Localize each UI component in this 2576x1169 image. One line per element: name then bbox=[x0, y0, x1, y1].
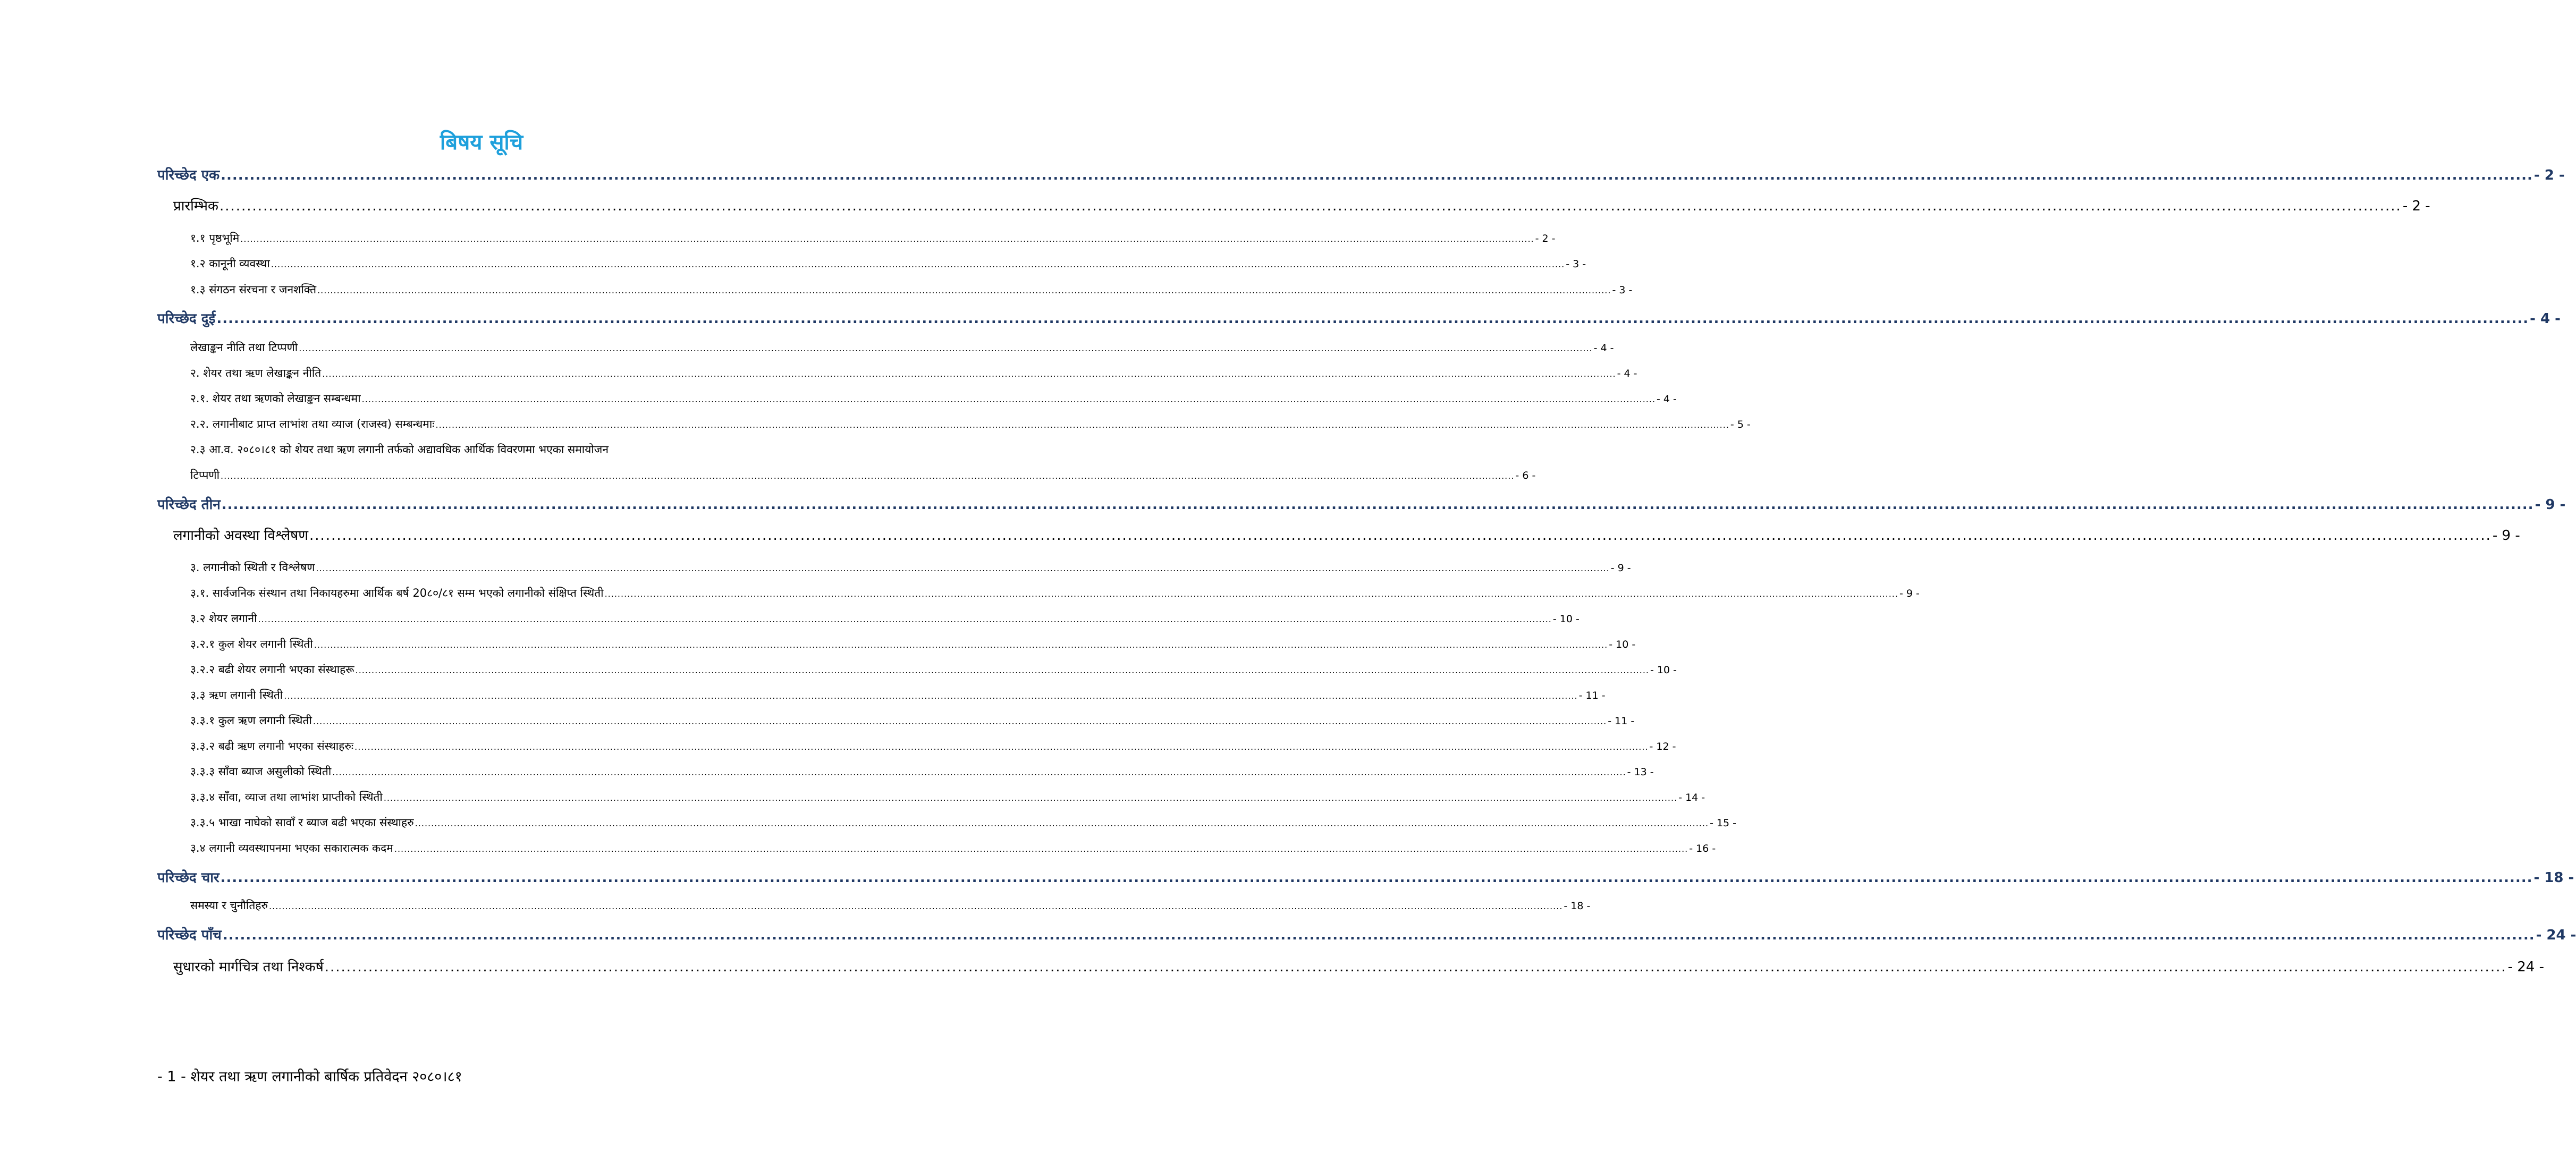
toc-entry[interactable] bbox=[190, 560, 1631, 575]
dot-leader: ................................................................................................................................................................................................................................................................................................................................................................................................................ bbox=[604, 589, 1898, 599]
dot-leader: ................................................................................................................................................................................................................................................................................................................................................................................................................ bbox=[284, 691, 1578, 701]
toc-entry[interactable] bbox=[190, 611, 1580, 626]
toc-entry-label: २. शेयर तथा ऋण लेखाङ्कन नीति bbox=[190, 367, 322, 379]
toc-entry-label: ३.२.२ बढी शेयर लगानी भएका संस्थाहरू bbox=[190, 663, 354, 676]
toc-entry-label: लेखाङ्कन नीति तथा टिप्पणी bbox=[190, 341, 298, 354]
dot-leader: ................................................................................................................................................................................................................................................................................................................................................................................................................ bbox=[314, 640, 1608, 650]
toc-entry-page: - 10 - bbox=[1609, 639, 1636, 650]
toc-entry-page: - 9 - bbox=[2492, 528, 2520, 544]
toc-chapter-heading[interactable] bbox=[157, 494, 2566, 513]
dot-leader: ................................................................................................................................................................................................................................................................................................................................................................................................................ bbox=[435, 420, 1729, 430]
toc-entry[interactable] bbox=[190, 739, 1676, 753]
toc-entry[interactable] bbox=[190, 898, 1591, 913]
toc-entry-label: ३.३.३ साँवा ब्याज असुलीको स्थिती bbox=[190, 765, 332, 778]
toc-entry-page: - 2 - bbox=[2402, 198, 2430, 214]
toc-entry-page: - 6 - bbox=[1515, 470, 1536, 481]
toc-entry[interactable] bbox=[190, 764, 1654, 779]
toc-entry-page: - 9 - bbox=[2535, 497, 2566, 513]
toc-entry[interactable] bbox=[190, 586, 1920, 600]
toc-entry[interactable] bbox=[190, 256, 1586, 271]
dot-leader: ................................................................................................................................................................................................................................................................................................................................................................................................................ bbox=[216, 311, 2529, 327]
toc-entry[interactable] bbox=[190, 688, 1606, 702]
toc-entry-page: - 10 - bbox=[1552, 613, 1580, 625]
toc-entry[interactable] bbox=[190, 468, 1536, 482]
toc-entry-label: लगानीको अवस्था विश्लेषण bbox=[173, 528, 309, 544]
toc-title: बिषय सूचि bbox=[440, 130, 523, 155]
toc-entry-label: ३.४ लगानी व्यवस्थापनमा भएका सकारात्मक कदम bbox=[190, 842, 393, 854]
toc-entry-page: - 18 - bbox=[1564, 900, 1591, 912]
toc-entry-label: सुधारको मार्गचित्र तथा निश्कर्ष bbox=[173, 959, 324, 975]
toc-entry-page: - 13 - bbox=[1627, 766, 1654, 778]
toc-entry-page: - 15 - bbox=[1710, 817, 1737, 829]
toc-entry[interactable] bbox=[190, 713, 1635, 728]
dot-leader: ................................................................................................................................................................................................................................................................................................................................................................................................................ bbox=[271, 259, 1565, 269]
toc-entry[interactable] bbox=[190, 637, 1636, 651]
toc-entry-page: - 11 - bbox=[1608, 715, 1635, 727]
dot-leader: ................................................................................................................................................................................................................................................................................................................................................................................................................ bbox=[355, 665, 1649, 675]
toc-entry-page: - 3 - bbox=[1566, 258, 1586, 270]
toc-entry-page: - 2 - bbox=[2533, 167, 2565, 183]
dot-leader: ................................................................................................................................................................................................................................................................................................................................................................................................................ bbox=[332, 767, 1626, 777]
toc-entry-label: १.३ संगठन संरचना र जनशक्ति bbox=[190, 283, 317, 296]
toc-entry-label: ३.३.४ साँवा, व्याज तथा लाभांश प्राप्तीको स्थिती bbox=[190, 791, 383, 803]
toc-entry-label: ३. लगानीको स्थिती र विश्लेषण bbox=[190, 561, 315, 574]
toc-entry-page: - 4 - bbox=[1657, 393, 1677, 405]
toc-entry[interactable] bbox=[190, 231, 1556, 245]
dot-leader: ................................................................................................................................................................................................................................................................................................................................................................................................................ bbox=[415, 818, 1709, 828]
dot-leader: ................................................................................................................................................................................................................................................................................................................................................................................................................ bbox=[221, 167, 2533, 183]
toc-chapter-heading[interactable] bbox=[157, 867, 2574, 886]
toc-chapter-heading[interactable] bbox=[157, 308, 2561, 327]
toc-entry-page: - 9 - bbox=[1899, 588, 1920, 599]
dot-leader: ................................................................................................................................................................................................................................................................................................................................................................................................................ bbox=[354, 742, 1649, 752]
dot-leader: ................................................................................................................................................................................................................................................................................................................................................................................................................ bbox=[258, 614, 1552, 624]
dot-leader: ................................................................................................................................................................................................................................................................................................................................................................................................................ bbox=[361, 394, 1656, 404]
dot-leader: ................................................................................................................................................................................................................................................................................................................................................................................................................ bbox=[222, 927, 2535, 943]
toc-entry-page: - 24 - bbox=[2536, 927, 2576, 943]
toc-entry-first-line[interactable]: २.३ आ.व. २०८०।८१ को शेयर तथा ऋण लगानी तर्फको अद्यावधिक आर्थिक विवरणमा भएका समायोजन bbox=[190, 443, 609, 456]
toc-entry[interactable] bbox=[190, 662, 1677, 677]
toc-entry-label: परिच्छेद एक bbox=[157, 167, 220, 183]
toc-section-heading[interactable] bbox=[173, 956, 2544, 976]
toc-entry-page: - 16 - bbox=[1689, 843, 1716, 854]
toc-entry-page: - 24 - bbox=[2507, 959, 2544, 975]
toc-entry-label: २.२. लगानीबाट प्राप्त लाभांश तथा व्याज (राजस्व) सम्बन्धमाः bbox=[190, 418, 435, 430]
dot-leader: ................................................................................................................................................................................................................................................................................................................................................................................................................ bbox=[324, 959, 2507, 975]
toc-entry[interactable] bbox=[190, 815, 1737, 830]
toc-entry-label: १.१ पृष्ठभूमि bbox=[190, 232, 240, 244]
page-footer: - 1 - शेयर तथा ऋण लगानीको बार्षिक प्रतिवेदन २०८०।८१ bbox=[157, 1069, 462, 1085]
dot-leader: ................................................................................................................................................................................................................................................................................................................................................................................................................ bbox=[316, 563, 1610, 573]
dot-leader: ................................................................................................................................................................................................................................................................................................................................................................................................................ bbox=[219, 198, 2402, 214]
toc-entry-label: ३.१. सार्वजनिक संस्थान तथा निकायहरुमा आर्थिक बर्ष 20८०/८१ सम्म भएको लगानीको संक्षिप्त स्थिती bbox=[190, 587, 604, 599]
toc-entry-label: परिच्छेद तीन bbox=[157, 497, 221, 513]
toc-entry-label: प्रारम्भिक bbox=[173, 198, 218, 214]
toc-entry[interactable] bbox=[190, 282, 1633, 297]
toc-entry-page: - 9 - bbox=[1610, 562, 1631, 574]
toc-entry-label: ३.२ शेयर लगानी bbox=[190, 612, 257, 625]
dot-leader: ................................................................................................................................................................................................................................................................................................................................................................................................................ bbox=[220, 870, 2533, 886]
toc-entry-page: - 2 - bbox=[1535, 233, 1556, 244]
dot-leader: ................................................................................................................................................................................................................................................................................................................................................................................................................ bbox=[299, 343, 1593, 353]
toc-entry-label: परिच्छेद पाँच bbox=[157, 927, 222, 943]
toc-entry[interactable] bbox=[190, 417, 1751, 431]
dot-leader: ................................................................................................................................................................................................................................................................................................................................................................................................................ bbox=[309, 528, 2491, 544]
dot-leader: ................................................................................................................................................................................................................................................................................................................................................................................................................ bbox=[240, 234, 1534, 244]
toc-entry-page: - 11 - bbox=[1578, 690, 1606, 701]
dot-leader: ................................................................................................................................................................................................................................................................................................................................................................................................................ bbox=[221, 471, 1515, 481]
toc-entry-label: ३.३ ऋण लगानी स्थिती bbox=[190, 689, 283, 701]
toc-entry-label: परिच्छेद चार bbox=[157, 870, 219, 886]
toc-entry-page: - 5 - bbox=[1730, 419, 1751, 430]
toc-entry-page: - 10 - bbox=[1650, 664, 1677, 676]
toc-entry-label-continuation: टिप्पणी bbox=[190, 469, 220, 481]
toc-entry-page: - 12 - bbox=[1649, 741, 1676, 752]
toc-chapter-heading[interactable] bbox=[157, 925, 2576, 944]
toc-entry-label: ३.२.१ कुल शेयर लगानी स्थिती bbox=[190, 638, 313, 650]
toc-entry-label: परिच्छेद दुई bbox=[157, 311, 216, 327]
toc-entry-label: समस्या र चुनौतिहरु bbox=[190, 899, 268, 912]
toc-entry[interactable] bbox=[190, 340, 1614, 355]
dot-leader: ................................................................................................................................................................................................................................................................................................................................................................................................................ bbox=[394, 844, 1688, 854]
toc-entry[interactable] bbox=[190, 841, 1716, 855]
toc-entry-page: - 14 - bbox=[1678, 792, 1705, 803]
toc-section-heading[interactable] bbox=[173, 525, 2520, 544]
toc-entry-page: - 4 - bbox=[1593, 342, 1614, 354]
toc-entry-label: १.२ कानूनी व्यवस्था bbox=[190, 257, 270, 270]
dot-leader: ................................................................................................................................................................................................................................................................................................................................................................................................................ bbox=[269, 901, 1563, 911]
toc-entry[interactable] bbox=[190, 391, 1677, 406]
toc-section-heading[interactable] bbox=[173, 196, 2430, 215]
dot-leader: ................................................................................................................................................................................................................................................................................................................................................................................................................ bbox=[383, 793, 1678, 803]
dot-leader: ................................................................................................................................................................................................................................................................................................................................................................................................................ bbox=[317, 285, 1611, 295]
toc-entry[interactable] bbox=[190, 366, 1637, 380]
toc-entry-page: - 18 - bbox=[2533, 870, 2574, 886]
toc-entry[interactable] bbox=[190, 790, 1705, 804]
toc-entry-label: ३.३.२ बढी ऋण लगानी भएका संस्थाहरुः bbox=[190, 740, 354, 752]
toc-entry-page: - 4 - bbox=[1617, 368, 1637, 379]
dot-leader: ................................................................................................................................................................................................................................................................................................................................................................................................................ bbox=[221, 497, 2534, 513]
toc-entry-label: ३.३.१ कुल ऋण लगानी स्थिती bbox=[190, 714, 312, 727]
toc-entry-label: ३.३.५ भाखा नाघेको सावाँ र ब्याज बढी भएका संस्थाहरु bbox=[190, 816, 414, 829]
toc-entry-label: २.१. शेयर तथा ऋणको लेखाङ्कन सम्बन्धमा bbox=[190, 392, 361, 405]
toc-entry-page: - 3 - bbox=[1612, 284, 1633, 296]
dot-leader: ................................................................................................................................................................................................................................................................................................................................................................................................................ bbox=[313, 716, 1607, 726]
toc-entry-page: - 4 - bbox=[2530, 311, 2561, 327]
dot-leader: ................................................................................................................................................................................................................................................................................................................................................................................................................ bbox=[322, 369, 1616, 379]
toc-chapter-heading[interactable] bbox=[157, 165, 2565, 184]
